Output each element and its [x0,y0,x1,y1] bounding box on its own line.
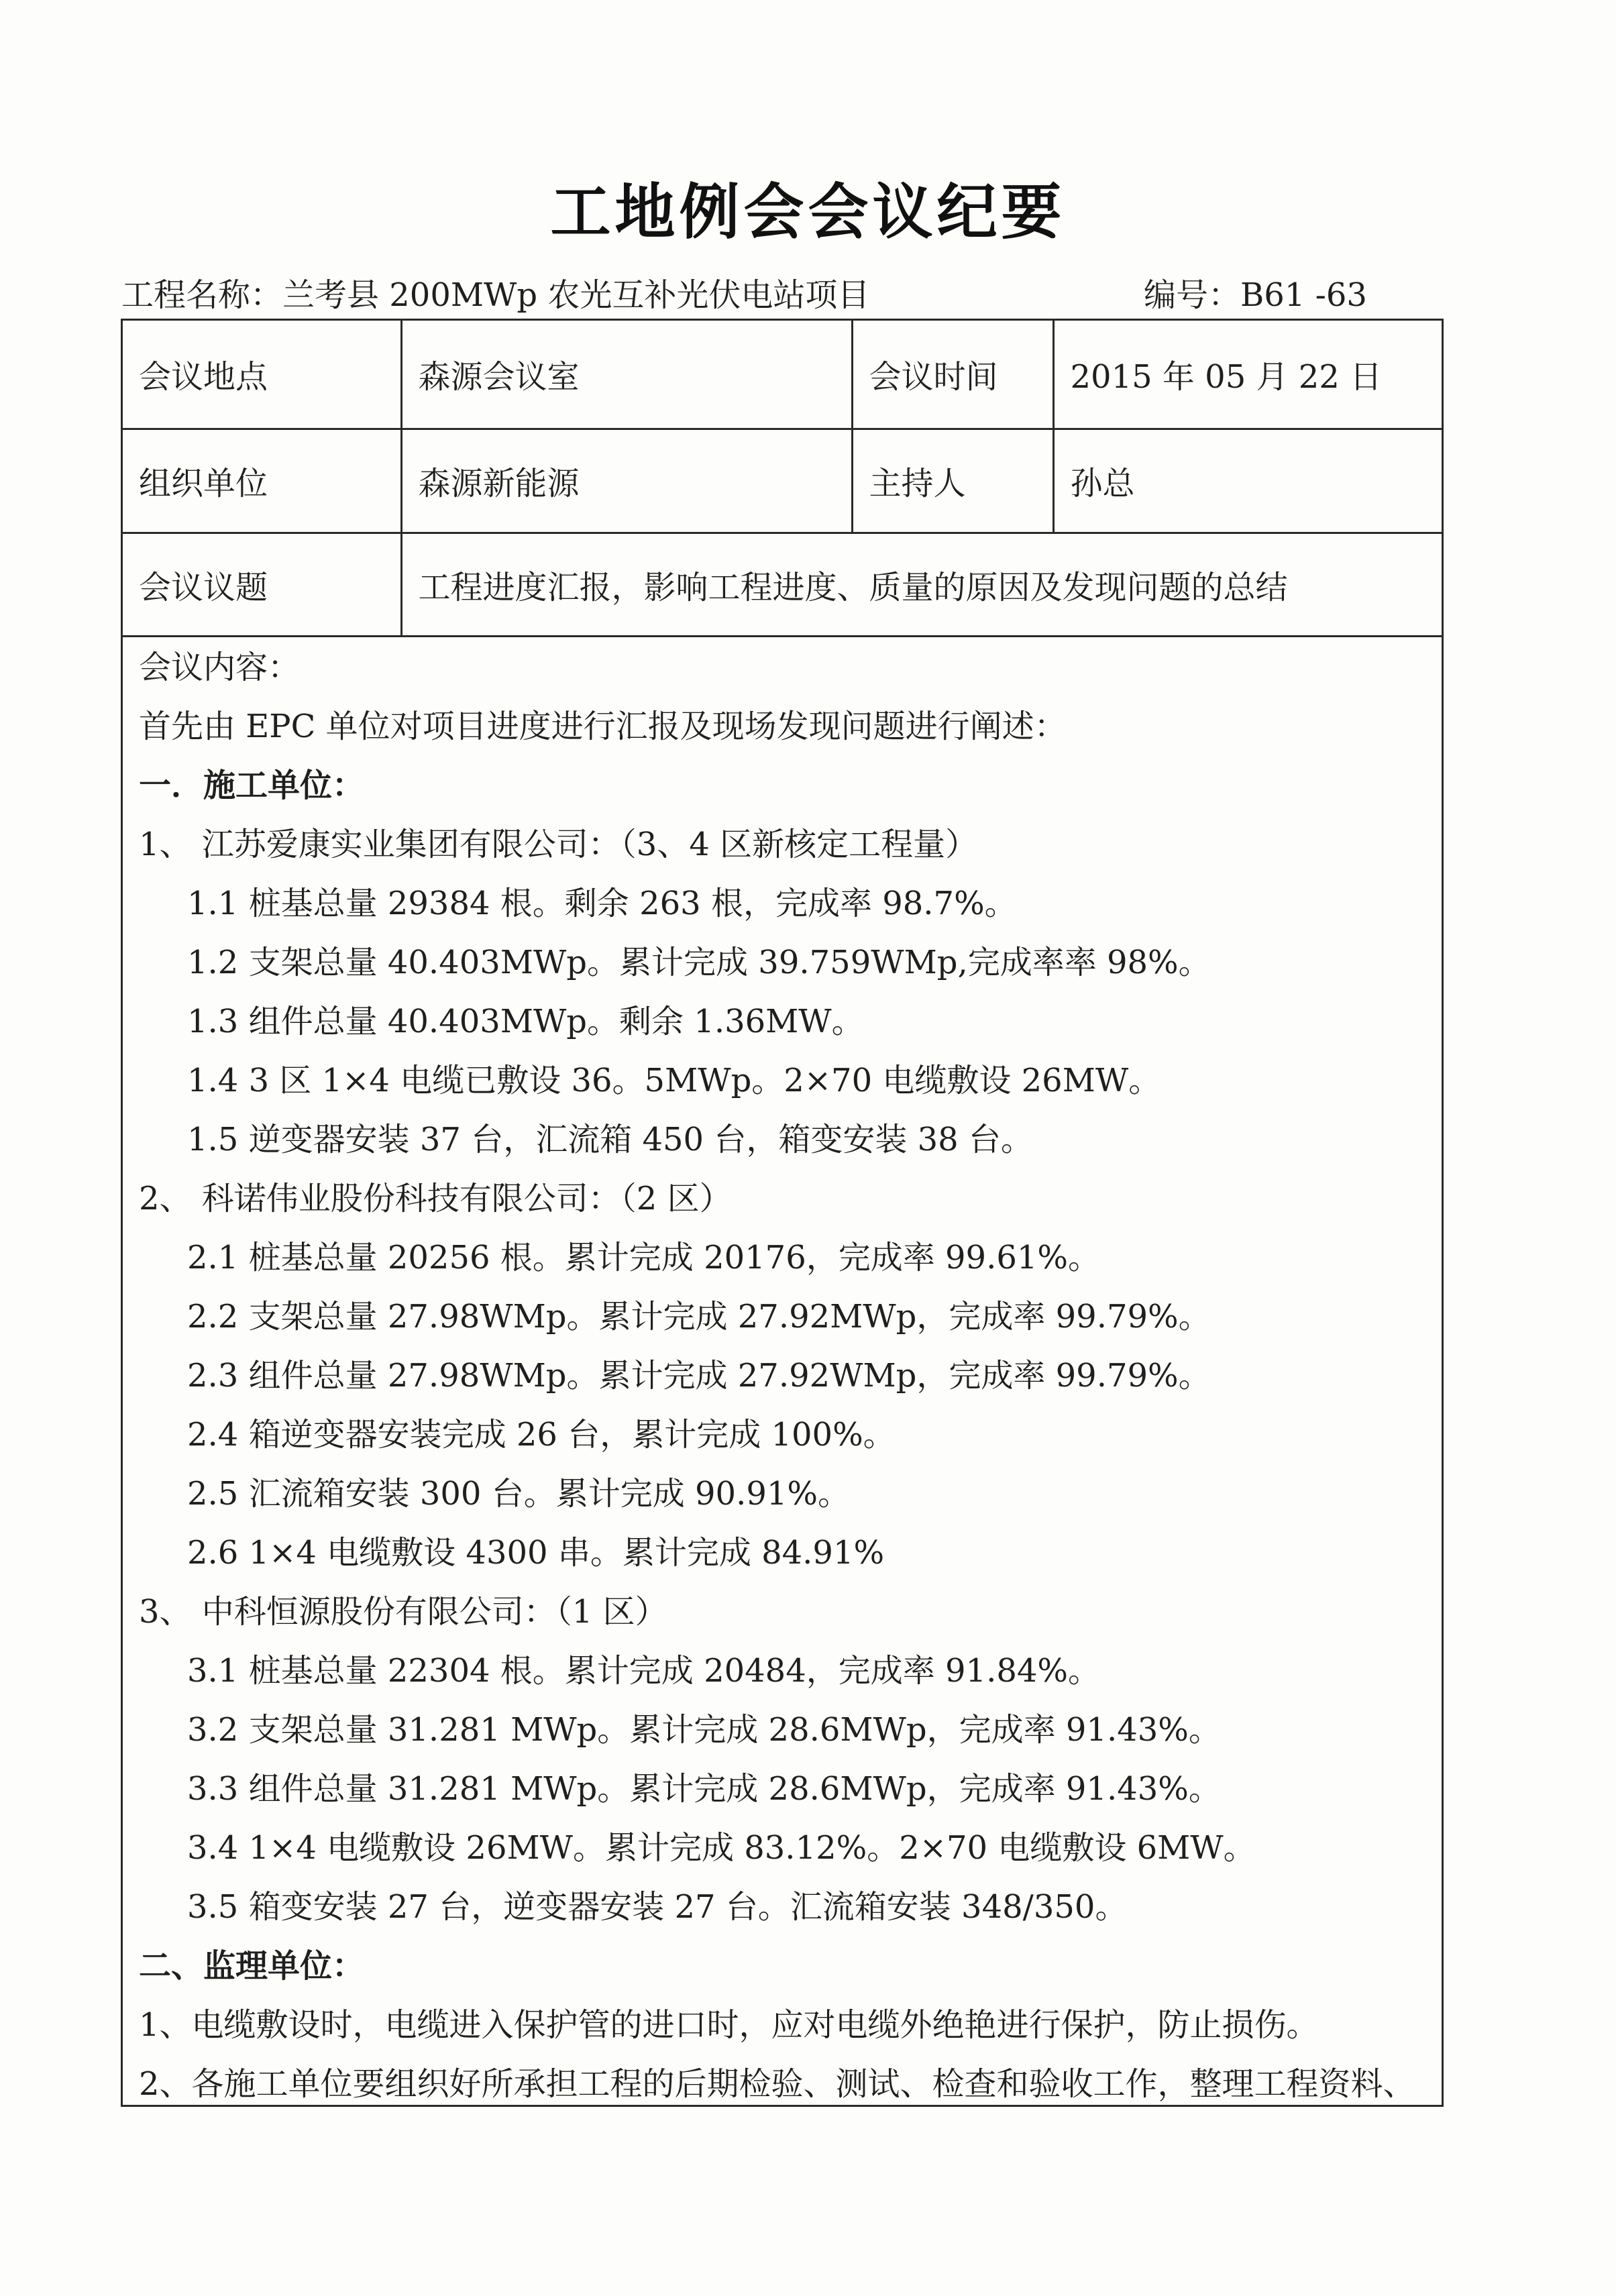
meeting-info-table [123,321,1442,637]
company-1: 1、 江苏爱康实业集团有限公司：（3、4 区新核定工程量） [139,826,978,863]
content-intro: 首先由 EPC 单位对项目进度进行汇报及现场发现问题进行阐述： [139,708,1067,745]
list-item: 1.5 逆变器安装 37 台，汇流箱 450 台，箱变安装 38 台。 [187,1121,1033,1158]
time-value: 2015 年 05 月 22 日 [1053,321,1442,429]
document-number: 编号：B61 -63 [1144,276,1367,314]
table-row [123,533,1442,636]
list-item: 3.3 组件总量 31.281 MWp。累计完成 28.6MWp，完成率 91.43%。 [187,1770,1221,1808]
table-row [123,429,1442,533]
list-item: 1.4 3 区 1×4 电缆已敷设 36。5MWp。2×70 电缆敷设 26MW。 [187,1062,1161,1099]
list-item: 3.2 支架总量 31.281 MWp。累计完成 28.6MWp，完成率 91.43%。 [187,1711,1221,1749]
list-item: 1.1 桩基总量 29384 根。剩余 263 根，完成率 98.7%。 [187,885,1017,922]
project-name: 工程名称：兰考县 200MWp 农光互补光伏电站项目 [121,276,870,314]
organizer-label: 组织单位 [123,429,401,533]
list-item: 3.1 桩基总量 22304 根。累计完成 20484，完成率 91.84%。 [187,1652,1101,1690]
topic-value: 工程进度汇报，影响工程进度、质量的原因及发现问题的总结 [401,533,1442,636]
section-construction-units: 一．施工单位： [139,767,365,804]
list-item: 1.2 支架总量 40.403MWp。累计完成 39.759WMp,完成率率 98%。 [187,944,1211,981]
organizer-value: 森源新能源 [401,429,852,533]
minutes-frame [121,319,1444,2107]
location-value: 森源会议室 [401,321,852,429]
host-value: 孙总 [1053,429,1442,533]
document-title: 工地例会会议纪要 [550,177,1066,248]
list-item: 2.4 箱逆变器安装完成 26 台，累计完成 100%。 [187,1416,896,1454]
company-3: 3、 中科恒源股份有限公司：（1 区） [139,1593,667,1631]
table-row [123,321,1442,429]
list-item: 3.5 箱变安装 27 台，逆变器安装 27 台。汇流箱安装 348/350。 [187,1888,1128,1926]
content-heading: 会议内容： [139,649,301,686]
list-item: 2.6 1×4 电缆敷设 4300 串。累计完成 84.91% [187,1534,885,1572]
time-label: 会议时间 [852,321,1053,429]
list-item: 1、电缆敷设时，电缆进入保护管的进口时，应对电缆外绝艳进行保护，防止损伤。 [139,2006,1319,2044]
list-item: 2.2 支架总量 27.98WMp。累计完成 27.92MWp，完成率 99.79%。 [187,1298,1211,1335]
location-label: 会议地点 [123,321,401,429]
topic-label: 会议议题 [123,533,401,636]
list-item: 2.5 汇流箱安装 300 台。累计完成 90.91%。 [187,1475,851,1513]
list-item: 1.3 组件总量 40.403MWp。剩余 1.36MW。 [187,1003,864,1040]
list-item: 3.4 1×4 电缆敷设 26MW。累计完成 83.12%。2×70 电缆敷设 6MW。 [187,1829,1256,1867]
list-item: 2.1 桩基总量 20256 根。累计完成 20176，完成率 99.61%。 [187,1239,1101,1276]
list-item: 2.3 组件总量 27.98WMp。累计完成 27.92WMp，完成率 99.79%。 [187,1357,1211,1395]
company-2: 2、 科诺伟业股份科技有限公司：（2 区） [139,1180,732,1217]
list-item: 2、各施工单位要组织好所承担工程的后期检验、测试、检查和验收工作，整理工程资料、 [139,2065,1415,2103]
section-supervision-unit: 二、监理单位： [139,1947,365,1985]
host-label: 主持人 [852,429,1053,533]
